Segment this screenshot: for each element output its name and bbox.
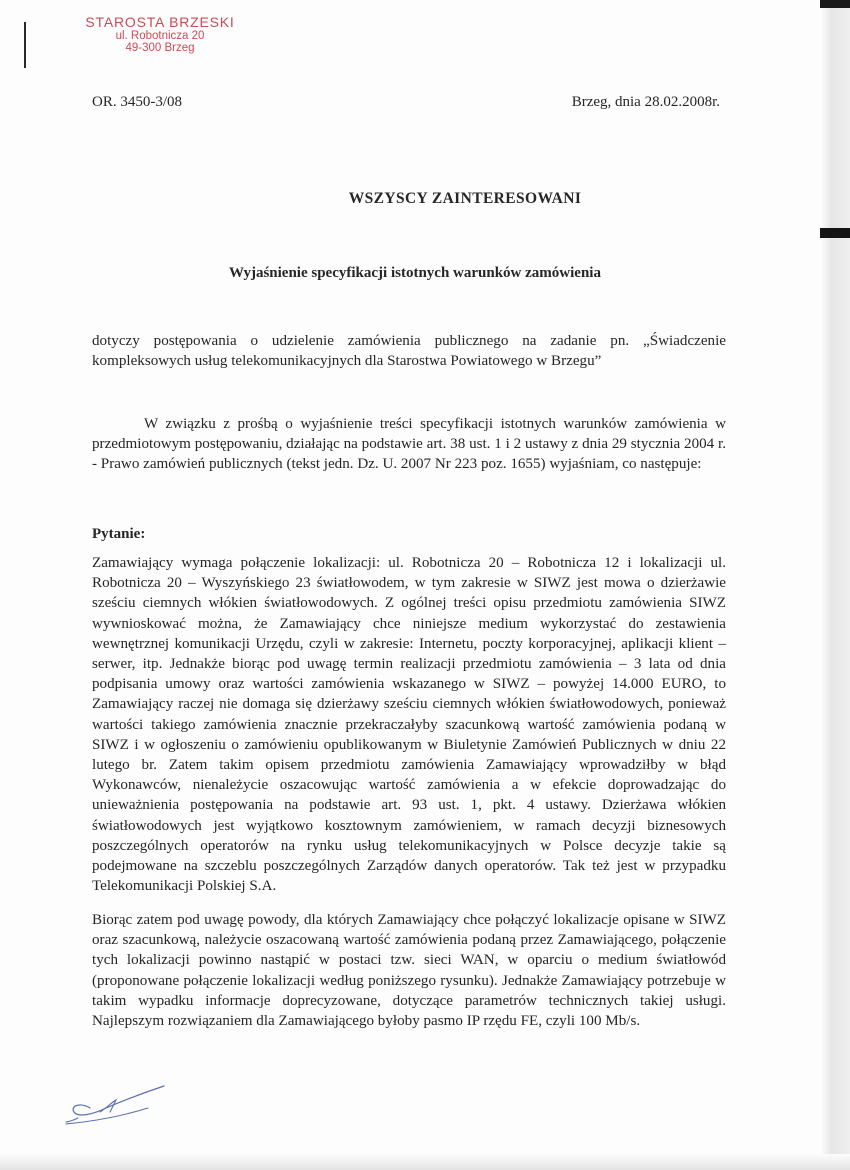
scan-edge-mark-middle [820,228,850,238]
addressee-heading: WSZYSCY ZAINTERESOWANI [348,190,582,207]
stamp-title: STAROSTA BRZESKI [85,14,235,30]
statement-paragraph: W związku z prośbą o wyjaśnienie treści specyfikacji istotnych warunków zamówienia w przedmiotowym postępowaniu, działając na podstawie art. 38 ust. 1 i 2 ustawy z dnia 29 stycznia 2004 r. - Prawo zamówień publicznych (tekst jedn. Dz. U. 2007 Nr 223 poz. 1655) wyjaśniam, co następuje: [92,416,726,473]
reference-number: OR. 3450-3/08 [92,94,182,110]
margin-mark [24,22,26,68]
scan-edge-mark-top [820,0,850,8]
subject-heading: Wyjaśnienie specyfikacji istotnych warunków zamówienia [229,265,601,281]
stamp-street: ul. Robotnicza 20 [115,29,205,42]
intro-paragraph: dotyczy postępowania o udzielenie zamówienia publicznego na zadanie pn. „Świadczenie kompleksowych usług telekomunikacyjnych dla Starostwa Powiatowego w Brzegu” [92,333,726,370]
handwritten-signature [60,1078,180,1128]
question-paragraph-2: Biorąc zatem pod uwagę powody, dla których Zamawiający chce połączyć lokalizacje opisane w SIWZ oraz szacunkową, należycie oszacowaną wartość zamówienia podaną przez Zamawiającego, połączenie tych lokalizacji powinno nastąpić w postaci tzw. sieci WAN, w oparciu o medium światłowód (proponowane połączenie lokalizacji według poniższego rysunku). Jednakże Zamawiający potrzebuje w takim wypadku informacje doprecyzowane, dotyczące parametrów technicznych takiej usługi. Najlepszym rozwiązaniem dla Zamawiającego byłoby pasmo IP rzędu FE, czyli 100 Mb/s. [92,912,726,1030]
scan-edge-shadow [822,0,850,1170]
date-line: Brzeg, dnia 28.02.2008r. [571,94,720,110]
question-paragraph-1: Zamawiający wymaga połączenie lokalizacji: ul. Robotnicza 20 – Robotnicza 12 i lokalizacji ul. Robotnicza 20 – Wyszyńskiego 23 światłowodem, w tym zakresie w SIWZ jest mowa o dzierżawie sześciu ciemnych włókien światłowodowych. Z ogólnej treści opisu przedmiotu zamówienia SIWZ wywnioskować można, że Zamawiający chce niniejsze medium wykorzystać do zestawienia wewnętrznej komunikacji Urzędu, czyli w zakresie: Internetu, poczty korporacyjnej, aplikacji klient – serwer, itp. Jednakże biorąc pod uwagę termin realizacji przedmiotu zamówienia – 3 lata od dnia podpisania umowy oraz wartości zamówienia wskazanego w SIWZ – powyżej 14.000 EURO, to Zamawiający raczej nie domaga się dzierżawy sześciu ciemnych włókien światłowodowych, ponieważ wartości takiego zamówienia znacznie przekraczałyby szacunkową wartość zamówienia podaną w SIWZ i w ogłoszeniu o zamówieniu opublikowanym w Biuletynie Zamówień Publicznych w dniu 22 lutego br. Zatem takim opisem przedmiotu zamówienia Zamawiający wprowadziłby w błąd Wykonawców, nienależycie oszacowując wartość zamówienia a w efekcie doprowadzając do unieważnienia postępowania na podstawie art. 93 ust. 1, pkt. 4 ustawy. Dzierżawa włókien światłowodowych jest wyjątkowo kosztownym zamówieniem, w ramach decyzji biznesowych poszczególnych operatorów na rynku usług telekomunikacyjnych w Polsce decyzje takie są podejmowane na szczeblu poszczególnych Zarządów danych operatorów. Tak też jest w przypadku Telekomunikacji Polskiej S.A. [92,555,726,895]
scan-bottom-shadow [0,1154,850,1170]
question-heading: Pytanie: [92,526,146,542]
office-stamp [70,15,250,54]
stamp-city: 49-300 Brzeg [125,41,195,54]
